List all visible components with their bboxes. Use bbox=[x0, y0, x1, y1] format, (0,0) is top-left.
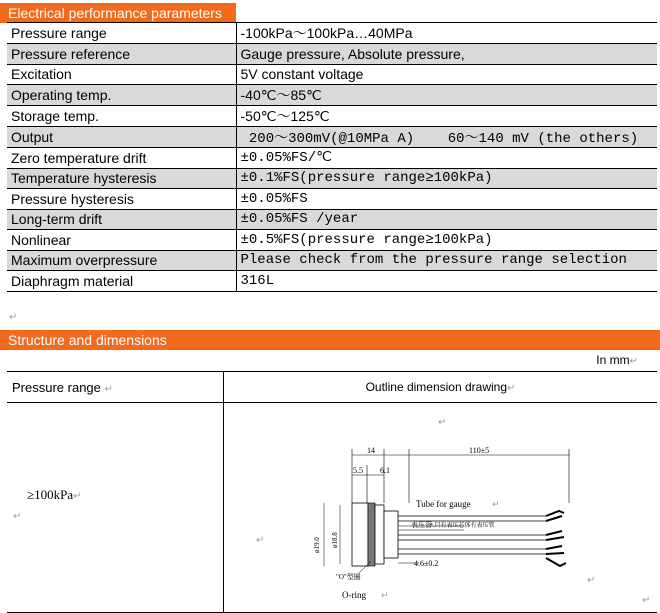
dim-110-label: 110±5 bbox=[469, 446, 490, 455]
column-header-range: Pressure range ↵ bbox=[7, 372, 224, 403]
table-row bbox=[7, 23, 657, 44]
section-banner-structure bbox=[0, 330, 660, 350]
section-title: Electrical performance parameters bbox=[8, 5, 222, 21]
param-value: ±0.05%FS/℃ bbox=[236, 148, 657, 169]
tube-label: Tube for gauge bbox=[416, 499, 471, 509]
table-row bbox=[7, 168, 657, 189]
range-cell bbox=[7, 403, 224, 613]
param-value: Gauge pressure, Absolute pressure, bbox=[236, 44, 657, 65]
dia-19-label: ø19.0 bbox=[313, 537, 321, 553]
param-value: 200～300mV(@10MPa A) 60～140 mV (the others) bbox=[236, 127, 657, 148]
param-name: Diaphragm material bbox=[7, 271, 236, 292]
table-row bbox=[7, 127, 657, 148]
param-name: Pressure hysteresis bbox=[7, 189, 236, 210]
return-mark-icon: ↵ bbox=[104, 383, 113, 395]
section-banner-electrical bbox=[0, 3, 236, 23]
dim-5-5-label: 5.5 bbox=[353, 466, 363, 475]
cn-oring-label: "O"型圈 bbox=[336, 573, 361, 581]
table-row bbox=[7, 271, 657, 292]
table-row bbox=[7, 209, 657, 230]
param-name: Pressure range bbox=[7, 23, 236, 44]
param-name: Storage temp. bbox=[7, 106, 236, 127]
table-row bbox=[7, 230, 657, 251]
housing-left bbox=[352, 503, 368, 566]
o-ring-label: O-ring bbox=[342, 590, 366, 600]
param-value: -40℃～85℃ bbox=[236, 85, 657, 106]
cn-tube-label: 表压管 bbox=[411, 521, 432, 529]
table-row bbox=[7, 148, 657, 169]
table-row bbox=[7, 189, 657, 210]
cn-note-label: *.只有表压芯体有表压管 bbox=[430, 523, 495, 529]
return-mark-icon: ↵ bbox=[381, 590, 389, 600]
unit-label: In mm↵ bbox=[596, 353, 638, 367]
table-row bbox=[7, 44, 657, 65]
drawing-cell bbox=[224, 403, 658, 613]
param-value: 316L bbox=[236, 271, 657, 292]
param-value: 5V constant voltage bbox=[236, 64, 657, 85]
param-name: Operating temp. bbox=[7, 85, 236, 106]
table-row bbox=[7, 64, 657, 85]
param-name: Excitation bbox=[7, 64, 236, 85]
return-mark-icon: ↵ bbox=[256, 535, 265, 546]
table-row bbox=[7, 372, 657, 403]
outline-drawing bbox=[224, 403, 660, 610]
column-header-drawing: Outline dimension drawing↵ bbox=[224, 372, 658, 403]
param-value: -100kPa～100kPa…40MPa bbox=[236, 23, 657, 44]
dimensions-table bbox=[7, 371, 657, 613]
param-value: ±0.1%FS(pressure range≥100kPa) bbox=[236, 168, 657, 189]
param-name: Output bbox=[7, 127, 236, 148]
return-mark-icon: ↵ bbox=[507, 383, 516, 394]
table-row bbox=[7, 403, 657, 613]
param-name: Long-term drift bbox=[7, 209, 236, 230]
return-mark-icon: ↵ bbox=[13, 511, 22, 522]
return-mark-icon: ↵ bbox=[629, 356, 638, 367]
param-value: ±0.5%FS(pressure range≥100kPa) bbox=[236, 230, 657, 251]
housing-right bbox=[384, 511, 398, 558]
dim-6-1-label: 6.1 bbox=[380, 466, 390, 475]
table-row bbox=[7, 250, 657, 271]
dim-14-label: 14 bbox=[367, 446, 375, 455]
return-mark-icon: ↵ bbox=[642, 595, 651, 606]
param-name: Pressure reference bbox=[7, 44, 236, 65]
dim-4-6-label: 4.6±0.2 bbox=[414, 559, 439, 568]
table-row bbox=[7, 106, 657, 127]
param-value: Please check from the pressure range selection bbox=[236, 250, 657, 271]
param-name: Zero temperature drift bbox=[7, 148, 236, 169]
param-name: Temperature hysteresis bbox=[7, 168, 236, 189]
range-value: ≥100kPa bbox=[27, 487, 74, 502]
section-title: Structure and dimensions bbox=[8, 332, 167, 348]
parameters-table bbox=[7, 22, 657, 292]
param-name: Nonlinear bbox=[7, 230, 236, 251]
o-ring-groove bbox=[368, 503, 375, 566]
return-mark-icon: ↵ bbox=[492, 499, 500, 509]
param-value: ±0.05%FS /year bbox=[236, 209, 657, 230]
table-row bbox=[7, 85, 657, 106]
return-mark-icon: ↵ bbox=[73, 491, 82, 502]
return-mark-icon: ↵ bbox=[9, 312, 18, 323]
param-value: -50℃～125℃ bbox=[236, 106, 657, 127]
param-value: ±0.05%FS bbox=[236, 189, 657, 210]
return-mark-icon: ↵ bbox=[587, 575, 596, 586]
return-mark-icon: ↵ bbox=[438, 417, 447, 428]
housing-mid bbox=[375, 505, 384, 564]
dia-18-8-label: ø18.8 bbox=[331, 532, 339, 548]
param-name: Maximum overpressure bbox=[7, 250, 236, 271]
